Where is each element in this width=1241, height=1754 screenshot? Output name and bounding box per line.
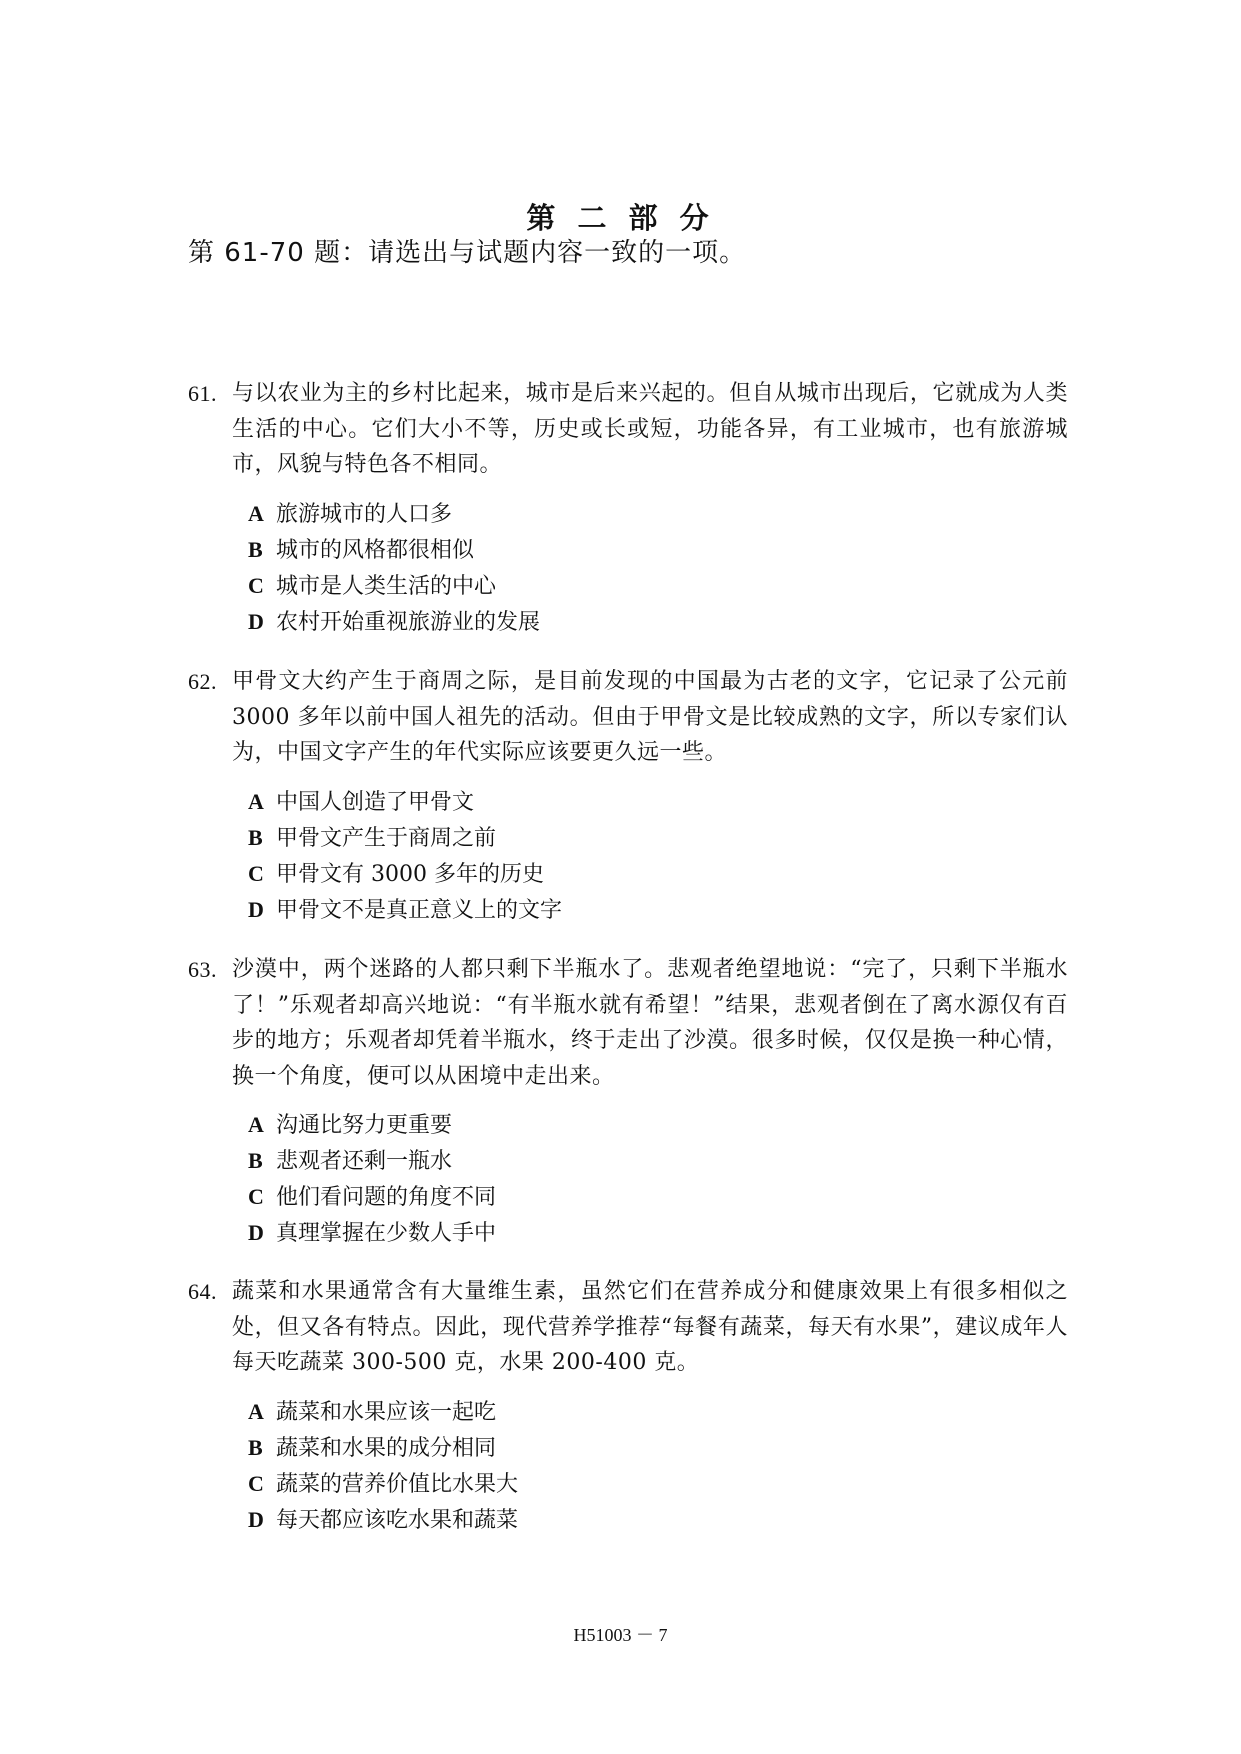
question-text: 与以农业为主的乡村比起来，城市是后来兴起的。但自从城市出现后，它就成为人类生活的中心。它们大小不等，历史或长或短，功能各异，有工业城市，也有旅游城市，风貌与特色各不相同。 [232, 381, 1068, 477]
option-list [248, 1107, 1068, 1251]
option-letter: D [248, 608, 264, 634]
option-text: 中国人创造了甲骨文 [276, 789, 475, 815]
option-list [248, 1394, 1068, 1538]
option-b [248, 532, 1068, 568]
option-a [248, 784, 1068, 820]
option-a [248, 1394, 1068, 1430]
page-footer: H51003 － 7 [573, 1625, 668, 1645]
option-text: 悲观者还剩一瓶水 [276, 1149, 453, 1174]
option-text: 城市是人类生活的中心 [276, 573, 497, 599]
option-text: 农村开始重视旅游业的发展 [276, 609, 541, 635]
option-d [248, 604, 1068, 640]
option-text: 蔬菜和水果的成分相同 [276, 1435, 497, 1461]
option-text: 每天都应该吃水果和蔬菜 [276, 1507, 519, 1533]
option-c [248, 1466, 1068, 1502]
option-letter: B [248, 824, 263, 850]
option-a [248, 1107, 1068, 1143]
option-text: 甲骨文有 3000 多年的历史 [276, 861, 544, 887]
option-c [248, 856, 1068, 892]
option-b [248, 820, 1068, 856]
section-title: 第 二 部 分 [526, 201, 715, 235]
question-63 [188, 952, 1068, 1251]
option-text: 旅游城市的人口多 [276, 501, 453, 527]
option-letter: B [248, 1148, 263, 1173]
question-text: 沙漠中，两个迷路的人都只剩下半瓶水了。悲观者绝望地说：“完了，只剩下半瓶水了！”乐观者却高兴地说：“有半瓶水就有希望！”结果，悲观者倒在了离水源仅有百步的地方；乐观者却凭着半瓶水，终于走出了沙漠。很多时候，仅仅是换一种心情，换一个角度，便可以从困境中走出来。 [232, 957, 1068, 1089]
question-number: 63. [188, 957, 217, 982]
question-61 [188, 376, 1068, 640]
option-text: 甲骨文不是真正意义上的文字 [276, 897, 563, 923]
question-64 [188, 1274, 1068, 1538]
option-text: 甲骨文产生于商周之前 [276, 825, 497, 851]
option-list [248, 496, 1068, 640]
option-c [248, 568, 1068, 604]
option-letter: C [248, 572, 264, 598]
option-letter: D [248, 896, 264, 922]
option-text: 城市的风格都很相似 [276, 537, 475, 563]
option-d [248, 1502, 1068, 1538]
question-number: 62. [188, 669, 217, 694]
instruction: 第 61-70 题：请选出与试题内容一致的一项。 [188, 238, 747, 268]
question-62 [188, 664, 1068, 928]
question-stem [188, 952, 1068, 1094]
question-stem [188, 664, 1068, 771]
option-letter: C [248, 1470, 264, 1496]
option-d [248, 892, 1068, 928]
option-letter: A [248, 788, 264, 814]
option-c [248, 1179, 1068, 1215]
option-text: 他们看问题的角度不同 [276, 1185, 497, 1210]
question-text: 蔬菜和水果通常含有大量维生素，虽然它们在营养成分和健康效果上有很多相似之处，但又各有特点。因此，现代营养学推荐“每餐有蔬菜，每天有水果”，建议成年人每天吃蔬菜 300-500 克，水果 200-400 克。 [232, 1279, 1068, 1375]
option-text: 真理掌握在少数人手中 [276, 1221, 497, 1246]
option-letter: C [248, 860, 264, 886]
option-text: 蔬菜的营养价值比水果大 [276, 1471, 519, 1497]
question-stem [188, 1274, 1068, 1381]
question-number: 61. [188, 381, 217, 406]
question-number: 64. [188, 1279, 217, 1304]
option-b [248, 1430, 1068, 1466]
option-text: 蔬菜和水果应该一起吃 [276, 1399, 497, 1425]
option-letter: B [248, 536, 263, 562]
option-letter: A [248, 1398, 264, 1424]
option-a [248, 496, 1068, 532]
option-list [248, 784, 1068, 928]
option-letter: D [248, 1506, 264, 1532]
option-letter: D [248, 1220, 264, 1245]
option-letter: C [248, 1184, 264, 1209]
option-letter: A [248, 1112, 264, 1137]
option-d [248, 1215, 1068, 1251]
option-letter: B [248, 1434, 263, 1460]
option-b [248, 1143, 1068, 1179]
question-stem [188, 376, 1068, 483]
option-letter: A [248, 500, 264, 526]
option-text: 沟通比努力更重要 [276, 1113, 453, 1138]
question-text: 甲骨文大约产生于商周之际，是目前发现的中国最为古老的文字，它记录了公元前 3000 多年以前中国人祖先的活动。但由于甲骨文是比较成熟的文字，所以专家们认为，中国文字产生的年代实际应该要更久远一些。 [232, 669, 1068, 765]
